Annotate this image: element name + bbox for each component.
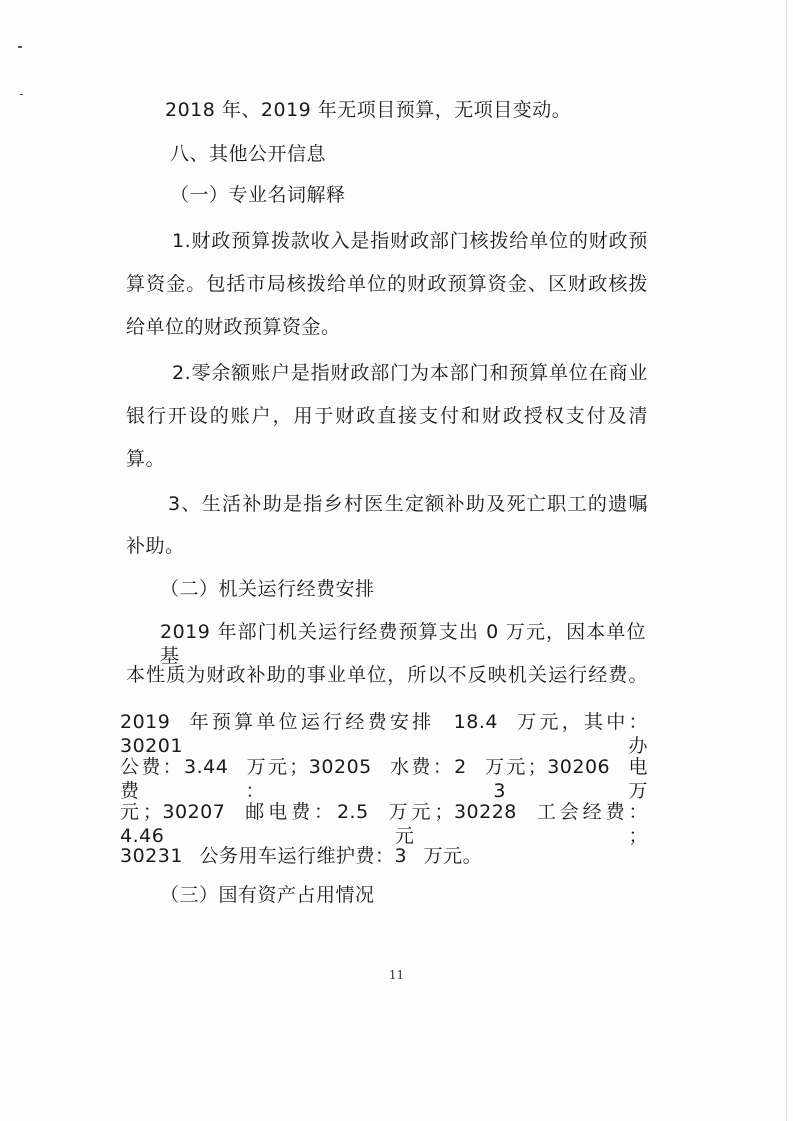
paragraph-line: 30231 公务用车运行维护费：3 万元。 (120, 845, 483, 867)
subsection-heading: （三）国有资产占用情况 (160, 884, 375, 906)
paragraph-line: 公费：3.44 万元；30205 水费：2 万元；30206 电费： 3 万 (120, 756, 648, 802)
paragraph-line: 给单位的财政预算资金。 (126, 316, 341, 338)
subsection-heading: （二）机关运行经费安排 (160, 578, 375, 600)
paragraph-line: 2.零余额账户是指财政部门为本部门和预算单位在商业 (172, 362, 648, 384)
paragraph-line: 3、生活补助是指乡村医生定额补助及死亡职工的遗嘱 (168, 493, 648, 515)
section-heading: 八、其他公开信息 (170, 143, 327, 165)
scan-speck (20, 94, 23, 95)
paragraph-line: 算。 (126, 448, 166, 470)
paragraph-line: 银行开设的账户，用于财政直接支付和财政授权支付及清 (126, 405, 648, 427)
scan-speck (18, 46, 22, 48)
scan-edge (786, 0, 787, 1121)
paragraph-line: 2019 年预算单位运行经费安排 18.4 万元，其中：30201 办 (120, 711, 648, 757)
paragraph-line: 算资金。包括市局核拨给单位的财政预算资金、区财政核拨 (126, 273, 648, 295)
paragraph-line: 2018 年、2019 年无项目预算，无项目变动。 (165, 99, 572, 121)
subsection-heading: （一）专业名词解释 (170, 184, 346, 206)
paragraph-line: 元；30207 邮电费：2.5 万元；30228 工会经费： 4.46 元； (120, 801, 648, 847)
paragraph-line: 2019 年部门机关运行经费预算支出 0 万元，因本单位基 (160, 621, 646, 667)
paragraph-line: 本性质为财政补助的事业单位，所以不反映机关运行经费。 (126, 664, 648, 686)
paragraph-line: 1.财政预算拨款收入是指财政部门核拨给单位的财政预 (172, 230, 648, 252)
page-number: 11 (388, 968, 405, 982)
paragraph-line: 补助。 (126, 535, 185, 557)
